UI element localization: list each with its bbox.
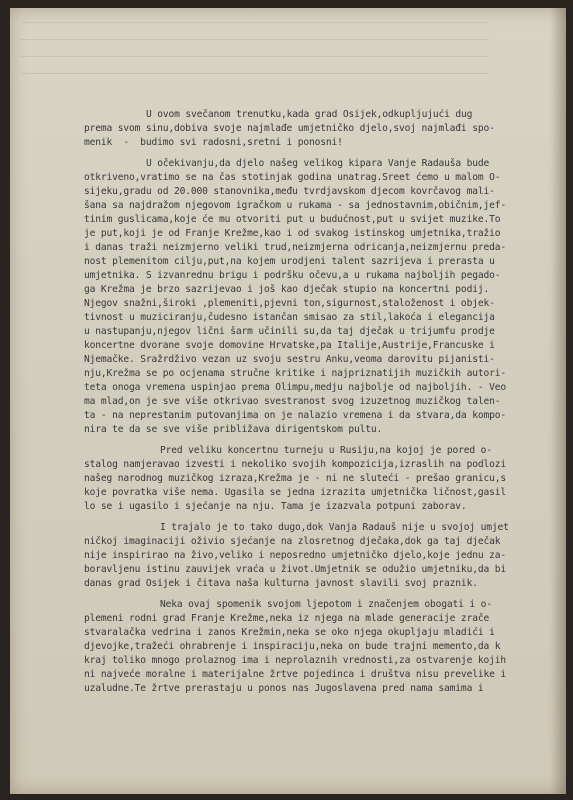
text-line: Pred veliku koncertnu turneju u Rusiju,na kojoj je pored o-: [160, 445, 492, 456]
text-line: I trajalo je to tako dugo,dok Vanja Radauš nije u svojoj umjet: [160, 522, 509, 533]
text-line: ničkoj imaginaciji oživio sjećanje na zlosretnog dječaka,dok ga taj dječak: [84, 536, 501, 547]
text-line: danas grad Osijek i čitava naša kulturna javnost slavili svoj praznik.: [84, 578, 478, 589]
text-line: plemeni rodni grad Franje Krežme,neka iz njega na mlade generacije zrače: [84, 613, 490, 624]
text-line: tivnost u muziciranju,čudesno istančan smisao za stil,lakoća i elegancija: [84, 312, 495, 323]
text-line: ma mlad,on je sve više otkrivao svestranost svog izuzetnog muzičkog talen-: [84, 396, 501, 407]
text-line: ta - na neprestanim putovanjima on je nalazio vremena i da stvara,da kompo-: [84, 410, 506, 421]
text-line: uzaludne.Te žrtve prerastaju u ponos nas Jugoslavena pred nama samima i: [84, 683, 484, 694]
text-line: i danas traži neizmjerno veliki trud,neizmjerna odricanja,neizmjernu preda-: [84, 242, 506, 253]
text-line: boravljenu istinu zauvijek vraća u život.Umjetnik se odužio umjetniku,da bi: [84, 564, 506, 575]
text-line: koncertne dvorane svoje domovine Hrvatske,pa Italije,Austrije,Francuske i: [84, 340, 495, 351]
text-line: teta onoga vremena uspinjao prema Olimpu,medju najbolje od najboljih. - Veo: [84, 382, 506, 393]
text-line: ni najveće moralne i materijalne žrtve pojedinca i društva nisu prevelike i: [84, 669, 506, 680]
text-line: koje povratka više nema. Ugasila se jedna izrazita umjetnička ličnost,gasil: [84, 487, 506, 498]
text-line: nira te da se sve više približava dirigentskom pultu.: [84, 424, 383, 435]
text-line: našeg narodnog muzičkog izraza,Krežma je - ni ne sluteći - prešao granicu,s: [84, 473, 506, 484]
typewritten-sheet: [10, 8, 566, 794]
text-line: menik - budimo svi radosni,sretni i ponosni!: [84, 137, 343, 148]
text-line: U očekivanju,da djelo našeg velikog kipara Vanje Radauša bude: [146, 158, 490, 169]
text-line: stalog namjeravao izvesti i nekoliko svojih kompozicija,izraslih na podlozi: [84, 459, 506, 470]
text-line: djevojke,tražeći ohrabrenje i inspiraciju,neka on bude trajni memento,da k: [84, 641, 501, 652]
text-line: sijeku,gradu od 20.000 stanovnika,među tvrdjavskom djecom kovrčavog mali-: [84, 186, 495, 197]
text-line: nju,Krežma se po ocjenama stručne kritike i najpriznatijih muzičkih autori-: [84, 368, 506, 379]
text-line: Njemačke. Sražrdživo vezan uz svoju sestru Anku,veoma darovitu pijanisti-: [84, 354, 495, 365]
text-line: šana sa najdražom njegovom igračkom u rukama - sa jednostavnim,običnim,jef-: [84, 200, 506, 211]
text-line: je put,koji je od Franje Krežme,kao i od svakog istinskog umjetnika,tražio: [84, 228, 501, 239]
text-line: tinim guslicama,koje će mu otvoriti put u budućnost,put u svijet muzike.To: [84, 214, 501, 225]
text-line: Njegov snažni,široki ,plemeniti,pjevni ton,sigurnost,staloženost i objek-: [84, 298, 495, 309]
text-line: u nastupanju,njegov lični šarm učinili su,da taj dječak u trijumfu prodje: [84, 326, 495, 337]
text-line: otkriveno,vratimo se na čas stotinjak godina unatrag.Sreet ćemo u malom O-: [84, 172, 501, 183]
text-line: lo se i ugasilo i sjećanje na nju. Tama je izazvala potpuni zaborav.: [84, 501, 467, 512]
text-line: nije inspirirao na živo,veliko i neposredno umjetničko djelo,koje jednu za-: [84, 550, 506, 561]
text-line: Neka ovaj spomenik svojom ljepotom i značenjem obogati i o-: [160, 599, 492, 610]
text-line: nost plemenitom cilju,put,na kojem urodjeni talent sazrijeva i prerasta u: [84, 256, 495, 267]
text-line: kraj toliko mnogo prolaznog ima i neprolaznih vrednosti,za ostvarenje kojih: [84, 655, 506, 666]
text-line: stvaralačka vedrina i zanos Krežmin,neka se oko njega okupljaju mladići i: [84, 627, 495, 638]
text-line: ga Krežma je brzo sazrijevao i još kao dječak stupio na koncertni podij.: [84, 284, 490, 295]
text-line: umjetnika. S izvanrednu brigu i podršku očevu,a u rukama najboljih pegado-: [84, 270, 501, 281]
text-line: U ovom svečanom trenutku,kada grad Osijek,odkupljujući dug: [146, 109, 473, 120]
text-line: prema svom sinu,dobiva svoje najmlađe umjetničko djelo,svoj najmlađi spo-: [84, 123, 495, 134]
typed-body-text: [10, 8, 566, 794]
